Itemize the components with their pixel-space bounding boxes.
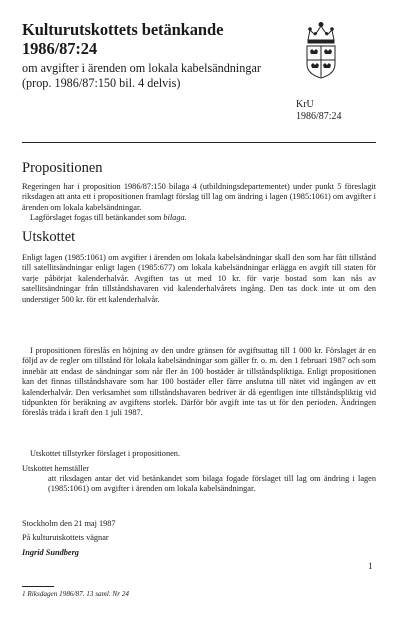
section-heading-utskottet: Utskottet <box>22 229 76 245</box>
footnote <box>22 590 129 599</box>
code-line-2: 1986/87:24 <box>296 111 342 122</box>
title-line-1: Kulturutskottets betänkande <box>22 20 224 39</box>
page-number: 1 <box>368 561 373 571</box>
footnote-divider <box>22 586 54 587</box>
propositionen-paragraph-2-italic: bilaga. <box>163 213 187 222</box>
document-subtitle <box>22 61 292 90</box>
header-divider <box>22 142 376 143</box>
on-behalf-of: På kulturutskottets vägnar <box>22 533 109 542</box>
propositionen-paragraph-2 <box>22 213 376 223</box>
place-and-date: Stockholm den 21 maj 1987 <box>22 519 116 528</box>
utskottet-hemstaller: Utskottet hemställer <box>22 464 90 473</box>
signature-name: Ingrid Sundberg <box>22 548 79 557</box>
utskottet-paragraph-3: Utskottet tillstyrker förslaget i propositionen. <box>30 449 181 458</box>
document-title <box>22 20 292 58</box>
swedish-crest-icon <box>296 20 346 82</box>
subtitle-line-2: (prop. 1986/87:150 bil. 4 delvis) <box>22 75 181 90</box>
footnote-text: 1 Riksdagen 1986/87. 13 saml. Nr 24 <box>22 590 130 598</box>
utskottet-att-clause: att riksdagen antar det vid betänkandet som bilaga fogade förslaget till lag om ändring i lagen (1985:1061) om avgifter i ärenden om lokala kabelsändningar. <box>48 474 376 494</box>
code-line-1: KrU <box>296 99 314 110</box>
subtitle-line-1: om avgifter i ärenden om lokala kabelsändningar <box>22 61 261 75</box>
propositionen-paragraph-1: Regeringen har i proposition 1986/87:150 bilaga 4 (utbildningsdepartementet) under punkt 5 föreslagit riksdagen att anta ett i propositionen framlagt förslag till lag om ändring i lagen (1985:1061) om avgifter i ärenden om lokala kabelsändningar. <box>22 182 376 212</box>
propositionen-paragraph-2-text: Lagförslaget fogas till betänkandet som <box>30 213 164 222</box>
utskottet-paragraph-2: I propositionen föreslås en höjning av den undre gränsen för avgiftsuttag till 1 000 kr. Förslaget är en följd av de regler om tillstånd för lokala kabelsändningar som gäller fr. o. m. den 1 februari 1987 och som innebär att endast de sändningar som når fler än 100 bostäder är tillståndspliktiga. Enligt propositionen kan det finnas tillståndshavare som har 100 bostäder eller färre anslutna till nätet vid ingången av ett kalenderhalvår. Den verksamhet som tillståndshavaren bedriver är då egentligen inte tillståndspliktig vid tidpunkten för beräkning av avgiftens storlek. Därför bör avgift inte tas ut för den perioden. Ändringen föreslås träda i kraft den 1 juli 1987. <box>22 346 376 418</box>
section-heading-propositionen: Propositionen <box>22 160 103 176</box>
document-code <box>296 99 342 123</box>
utskottet-paragraph-1: Enligt lagen (1985:1061) om avgifter i ärenden om lokala kabelsändningar skall den som har fått tillstånd till satellitsändningar enligt lagen (1985:677) om lokala kabelsändningar erlägga en avgift till staten för varje påbörjat kalenderhalvår. Avgiften tas ut med 10 kr. för varje bostad som kan nås av satellitsändningar från tillståndshavaren vid kalenderhalvårets ingång. Den tas dock inte ut om den understiger 500 kr. för ett kalenderhalvår. <box>22 253 376 304</box>
title-line-2: 1986/87:24 <box>22 39 98 58</box>
